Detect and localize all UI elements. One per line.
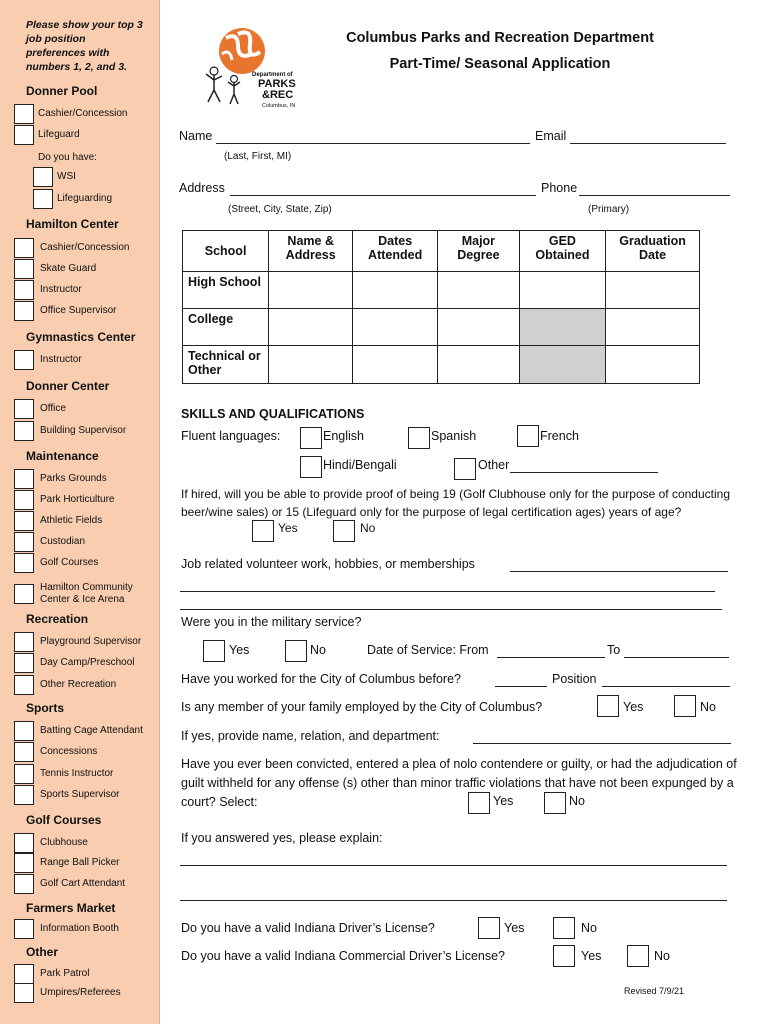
- position-label: Position: [552, 672, 597, 686]
- service-from-label: Date of Service: From: [367, 643, 489, 657]
- proof-age-no-checkbox[interactable]: [333, 520, 355, 542]
- job-option[interactable]: Clubhouse: [14, 833, 88, 853]
- proof-age-question: If hired, will you be able to provide proof of being 19 (Golf Clubhouse only for the purpose of conducting beer/wine sales) or 15 (Lifeguard only for the purpose of legal certification ages) years of age?: [181, 487, 731, 519]
- table-cell-disabled: [519, 346, 605, 384]
- col-header: Graduation Date: [606, 231, 700, 272]
- family-yes-checkbox[interactable]: [597, 695, 619, 717]
- table-row: [183, 309, 700, 346]
- table-cell[interactable]: [606, 346, 700, 384]
- education-header-row: [183, 231, 700, 272]
- col-header: Major Degree: [438, 231, 520, 272]
- convicted-yes-label: Yes: [493, 794, 514, 808]
- other-language-field[interactable]: [510, 472, 658, 473]
- section-recreation: Recreation: [26, 612, 89, 626]
- job-option[interactable]: Golf Courses: [14, 553, 98, 573]
- job-option[interactable]: Custodian: [14, 532, 85, 552]
- logo-parks-text: PARKS: [258, 78, 296, 90]
- license-no-checkbox[interactable]: [553, 917, 575, 939]
- job-option[interactable]: Instructor: [14, 350, 82, 370]
- job-option[interactable]: Concessions: [14, 742, 97, 762]
- job-checkbox[interactable]: [14, 125, 34, 145]
- job-checkbox[interactable]: [14, 350, 34, 370]
- convicted-no-label: No: [569, 794, 585, 808]
- phone-hint: (Primary): [588, 204, 630, 215]
- convicted-question: Have you ever been convicted, entered a plea of nolo contendere or guilty, or had the adjudication of guilt withheld for any offense (s) other than minor traffic violations that have not been expunged by a court? Select:: [181, 757, 737, 809]
- convicted-yes-checkbox[interactable]: [468, 792, 490, 814]
- table-cell[interactable]: [353, 309, 438, 346]
- proof-age-yes-checkbox[interactable]: [252, 520, 274, 542]
- job-option[interactable]: Office Supervisor: [14, 301, 117, 321]
- job-option[interactable]: Hamilton Community Center & Ice Arena: [14, 580, 150, 608]
- job-checkbox[interactable]: [14, 399, 34, 419]
- job-option[interactable]: Information Booth: [14, 919, 119, 939]
- table-cell[interactable]: [353, 272, 438, 309]
- section-gymnastics: Gymnastics Center: [26, 330, 136, 344]
- job-checkbox[interactable]: [14, 584, 34, 604]
- logo-dept-text: Department of: [252, 72, 293, 78]
- section-other: Other: [26, 945, 59, 959]
- commercial-yes-label: Yes: [581, 949, 602, 963]
- job-checkbox[interactable]: [14, 511, 34, 531]
- if-yes-field[interactable]: [473, 743, 731, 744]
- explain-field-line2[interactable]: [180, 900, 727, 901]
- proof-age-yes-label: Yes: [278, 521, 298, 535]
- commercial-license-question: Do you have a valid Indiana Commercial Driver’s License?: [181, 949, 505, 963]
- family-no-checkbox[interactable]: [674, 695, 696, 717]
- job-option[interactable]: Sports Supervisor: [14, 785, 119, 805]
- job-checkbox[interactable]: [14, 421, 34, 441]
- other-language-label: Other: [478, 458, 510, 472]
- job-checkbox[interactable]: [14, 742, 34, 762]
- job-option[interactable]: Lifeguard: [14, 125, 80, 145]
- email-label: Email: [535, 129, 567, 143]
- job-option[interactable]: Lifeguarding: [33, 189, 112, 209]
- job-option[interactable]: Building Supervisor: [14, 421, 126, 441]
- job-option[interactable]: Batting Cage Attendant: [14, 721, 143, 741]
- hindi-bengali-label: Hindi/Bengali: [323, 458, 397, 472]
- job-checkbox[interactable]: [14, 983, 34, 1003]
- service-from-field[interactable]: [497, 657, 605, 658]
- if-yes-label: If yes, provide name, relation, and department:: [181, 729, 440, 743]
- explain-label: If you answered yes, please explain:: [181, 831, 383, 845]
- phone-label: Phone: [541, 181, 578, 195]
- job-checkbox[interactable]: [14, 632, 34, 652]
- job-option[interactable]: Tennis Instructor: [14, 764, 113, 784]
- job-option[interactable]: Day Camp/Preschool: [14, 653, 134, 673]
- job-checkbox[interactable]: [14, 764, 34, 784]
- section-farmers-market: Farmers Market: [26, 901, 116, 915]
- commercial-yes-checkbox[interactable]: [553, 945, 575, 967]
- table-cell[interactable]: [606, 309, 700, 346]
- job-checkbox[interactable]: [14, 785, 34, 805]
- job-option[interactable]: Athletic Fields: [14, 511, 102, 531]
- license-no-label: No: [581, 921, 597, 935]
- job-checkbox[interactable]: [14, 259, 34, 279]
- military-question: Were you in the military service?: [181, 615, 362, 629]
- position-field[interactable]: [602, 686, 730, 687]
- explain-field-line1[interactable]: [180, 865, 727, 866]
- job-checkbox[interactable]: [14, 675, 34, 695]
- job-option[interactable]: Instructor: [14, 280, 82, 300]
- col-header: School: [183, 231, 269, 272]
- family-yes-label: Yes: [623, 700, 644, 714]
- job-option[interactable]: Playground Supervisor: [14, 632, 141, 652]
- fluent-languages-label: Fluent languages:: [181, 429, 281, 443]
- job-option[interactable]: Other Recreation: [14, 675, 116, 695]
- volunteer-field[interactable]: [510, 571, 728, 572]
- job-option[interactable]: Cashier/Concession: [14, 238, 130, 258]
- other-language-checkbox[interactable]: [454, 458, 476, 480]
- col-header: Name & Address: [269, 231, 353, 272]
- col-header: Dates Attended: [353, 231, 438, 272]
- job-checkbox[interactable]: [33, 189, 53, 209]
- hindi-bengali-checkbox[interactable]: [300, 456, 322, 478]
- address-field[interactable]: [230, 195, 536, 196]
- table-cell[interactable]: [438, 309, 520, 346]
- table-cell[interactable]: [438, 272, 520, 309]
- job-checkbox[interactable]: [14, 280, 34, 300]
- section-sports: Sports: [26, 701, 65, 715]
- job-option[interactable]: Golf Cart Attendant: [14, 874, 125, 894]
- service-to-label: To: [607, 643, 621, 657]
- name-hint: (Last, First, MI): [224, 151, 292, 162]
- table-cell[interactable]: [438, 346, 520, 384]
- page-subtitle: Part-Time/ Seasonal Application: [389, 56, 611, 72]
- revised-date: Revised 7/9/21: [624, 986, 685, 996]
- volunteer-label: Job related volunteer work, hobbies, or memberships: [181, 557, 475, 571]
- commercial-no-label: No: [654, 949, 670, 963]
- spanish-checkbox[interactable]: [408, 427, 430, 449]
- job-checkbox[interactable]: [14, 553, 34, 573]
- job-checkbox[interactable]: [14, 653, 34, 673]
- table-cell[interactable]: [269, 309, 353, 346]
- email-field[interactable]: [570, 143, 726, 144]
- license-yes-label: Yes: [504, 921, 525, 935]
- table-cell[interactable]: [519, 272, 605, 309]
- job-option[interactable]: Skate Guard: [14, 259, 96, 279]
- convicted-no-checkbox[interactable]: [544, 792, 566, 814]
- job-option[interactable]: Cashier/Concession: [14, 104, 128, 124]
- name-label: Name: [179, 129, 213, 143]
- commercial-no-checkbox[interactable]: [627, 945, 649, 967]
- military-no-label: No: [310, 643, 326, 657]
- address-hint: (Street, City, State, Zip): [228, 204, 332, 215]
- job-checkbox[interactable]: [14, 104, 34, 124]
- row-label: High School: [183, 272, 269, 309]
- job-option[interactable]: Parks Grounds: [14, 469, 107, 489]
- table-cell[interactable]: [269, 346, 353, 384]
- english-label: English: [323, 429, 364, 443]
- family-no-label: No: [700, 700, 716, 714]
- address-label: Address: [179, 181, 225, 195]
- job-checkbox[interactable]: [14, 833, 34, 853]
- job-option[interactable]: Umpires/Referees: [14, 983, 121, 1003]
- volunteer-field-line3[interactable]: [180, 609, 722, 610]
- worked-before-question: Have you worked for the City of Columbus before?: [181, 672, 461, 686]
- service-to-field[interactable]: [624, 657, 729, 658]
- job-checkbox[interactable]: [14, 301, 34, 321]
- military-no-checkbox[interactable]: [285, 640, 307, 662]
- job-checkbox[interactable]: [33, 167, 53, 187]
- proof-age-no-label: No: [360, 521, 376, 535]
- job-checkbox[interactable]: [14, 721, 34, 741]
- application-form: [160, 0, 770, 1024]
- job-option[interactable]: Park Horticulture: [14, 490, 114, 510]
- section-hamilton: Hamilton Center: [26, 217, 119, 231]
- volunteer-field-line2[interactable]: [180, 591, 715, 592]
- french-label: French: [540, 429, 579, 443]
- logo-rec-text: &REC: [262, 89, 294, 101]
- job-option[interactable]: WSI: [33, 167, 76, 187]
- job-checkbox[interactable]: [14, 853, 34, 873]
- job-checkbox[interactable]: [14, 532, 34, 552]
- row-label: Technical or Other: [183, 346, 269, 384]
- family-question: Is any member of your family employed by the City of Columbus?: [181, 700, 543, 714]
- table-cell[interactable]: [269, 272, 353, 309]
- job-checkbox[interactable]: [14, 874, 34, 894]
- job-checkbox[interactable]: [14, 469, 34, 489]
- job-checkbox[interactable]: [14, 919, 34, 939]
- job-preference-sidebar: [0, 0, 160, 1024]
- section-maintenance: Maintenance: [26, 449, 99, 463]
- row-label: College: [183, 309, 269, 346]
- skills-title: SKILLS AND QUALIFICATIONS: [181, 407, 365, 421]
- logo-city-text: Columbus, IN: [262, 103, 296, 109]
- do-you-have-label: Do you have:: [38, 152, 97, 163]
- table-cell-disabled: [519, 309, 605, 346]
- job-checkbox[interactable]: [14, 238, 34, 258]
- job-option[interactable]: Office: [14, 399, 66, 419]
- preference-instructions: Please show your top 3 job position preferences with numbers 1, 2, and 3.: [26, 19, 143, 73]
- section-donner-center: Donner Center: [26, 379, 110, 393]
- name-field[interactable]: [216, 143, 530, 144]
- table-row: [183, 346, 700, 384]
- education-table: [182, 230, 700, 384]
- phone-field[interactable]: [579, 195, 730, 196]
- job-option[interactable]: Range Ball Picker: [14, 853, 119, 873]
- job-checkbox[interactable]: [14, 964, 34, 984]
- english-checkbox[interactable]: [300, 427, 322, 449]
- french-checkbox[interactable]: [517, 425, 539, 447]
- table-row: [183, 272, 700, 309]
- military-yes-checkbox[interactable]: [203, 640, 225, 662]
- section-golf: Golf Courses: [26, 813, 102, 827]
- table-cell[interactable]: [353, 346, 438, 384]
- job-checkbox[interactable]: [14, 490, 34, 510]
- section-donner-pool: Donner Pool: [26, 84, 98, 98]
- page-title: Columbus Parks and Recreation Department: [346, 30, 654, 46]
- license-question: Do you have a valid Indiana Driver’s License?: [181, 921, 435, 935]
- license-yes-checkbox[interactable]: [478, 917, 500, 939]
- col-header: GED Obtained: [519, 231, 605, 272]
- job-option[interactable]: Park Patrol: [14, 964, 89, 984]
- table-cell[interactable]: [606, 272, 700, 309]
- military-yes-label: Yes: [229, 643, 250, 657]
- worked-before-field[interactable]: [495, 686, 547, 687]
- spanish-label: Spanish: [431, 429, 477, 443]
